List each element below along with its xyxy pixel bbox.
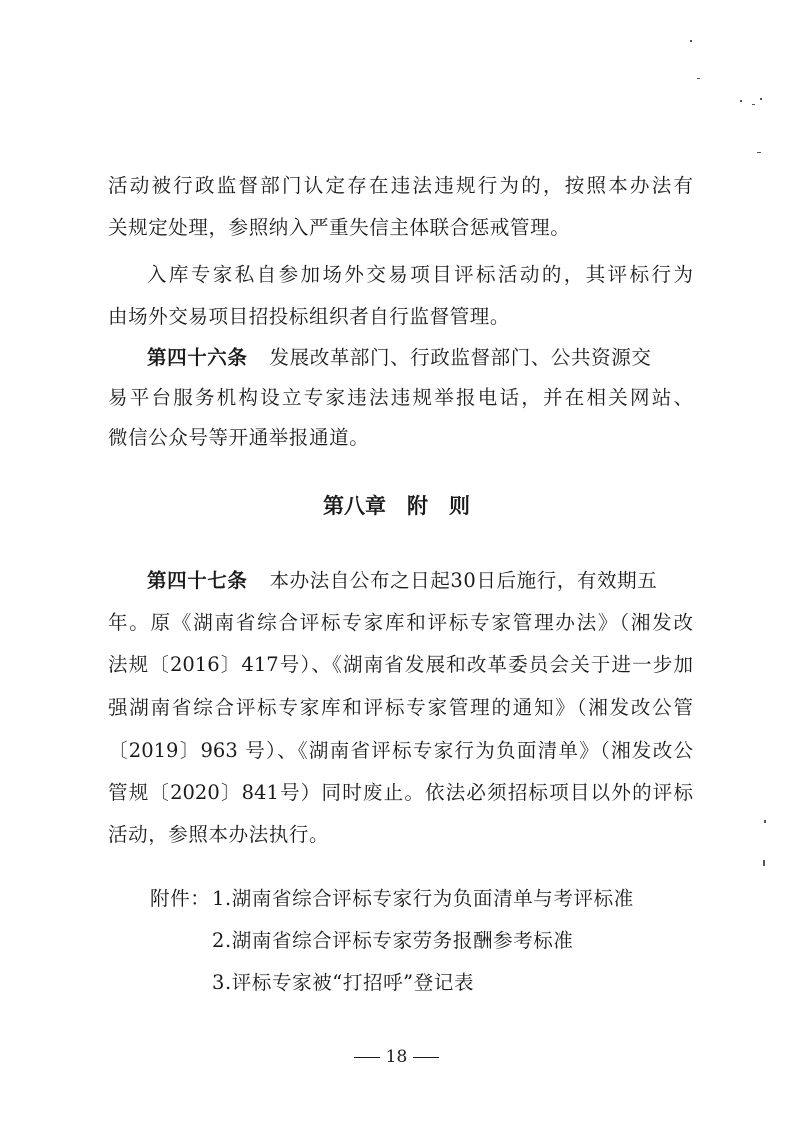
dash-right (413, 1057, 439, 1058)
paragraph-line: 入库专家私自参加场外交易项目评标活动的，其评标行为 (147, 263, 693, 286)
paragraph-line: 〔2019〕963 号）、《湖南省评标专家行为负面清单》（湘发改公 (108, 739, 693, 762)
paragraph-line: 活动被行政监督部门认定存在违法违规行为的，按照本办法有 (108, 174, 693, 197)
scan-speck (763, 860, 765, 866)
paragraph-line: 年。原《湖南省综合评标专家库和评标专家管理办法》（湘发改 (108, 611, 693, 634)
article-46-text: 发展改革部门、行政监督部门、公共资源交 (269, 346, 652, 369)
attachment-item: 3.评标专家被“打招呼”登记表 (212, 971, 475, 994)
paragraph-line: 管规〔2020〕841号）同时废止。依法必须招标项目以外的评标 (108, 781, 693, 804)
article-47-heading (147, 571, 657, 591)
attachment-item: 1.湖南省综合评标专家行为负面清单与考评标准 (212, 887, 634, 910)
paragraph-line: 由场外交易项目招投标组织者自行监督管理。 (108, 305, 511, 328)
attachments-label: 附件： (150, 887, 211, 910)
article-46-title: 第四十六条 (147, 346, 248, 369)
scan-speck (757, 152, 761, 153)
paragraph-line: 易平台服务机构设立专家违法违规举报电话，并在相关网站、 (108, 386, 693, 409)
article-46-heading (147, 348, 651, 368)
paragraph-line: 强湖南省综合评标专家库和评标专家管理的通知》（湘发改公管 (108, 696, 693, 719)
article-47-text: 本办法自公布之日起30日后施行，有效期五 (269, 569, 658, 592)
chapter-title: 第八章 附 则 (323, 494, 470, 518)
paragraph-line: 法规〔2016〕417号）、《湖南省发展和改革委员会关于进一步加 (108, 653, 693, 676)
scan-speck (690, 40, 692, 42)
paragraph-line: 关规定处理，参照纳入严重失信主体联合惩戒管理。 (108, 216, 571, 239)
scan-speck (740, 100, 742, 102)
scan-speck (764, 820, 766, 823)
scan-speck (752, 104, 755, 105)
attachment-item: 2.湖南省综合评标专家劳务报酬参考标准 (212, 929, 574, 952)
page-number (0, 1047, 793, 1067)
paragraph-line: 微信公众号等开通举报通道。 (108, 426, 370, 449)
scan-speck (760, 98, 762, 100)
scan-speck (697, 78, 700, 79)
paragraph-line: 活动，参照本办法执行。 (108, 823, 330, 846)
article-47-title: 第四十七条 (147, 569, 248, 592)
page-number-value: 18 (385, 1047, 408, 1067)
dash-left (354, 1057, 380, 1058)
